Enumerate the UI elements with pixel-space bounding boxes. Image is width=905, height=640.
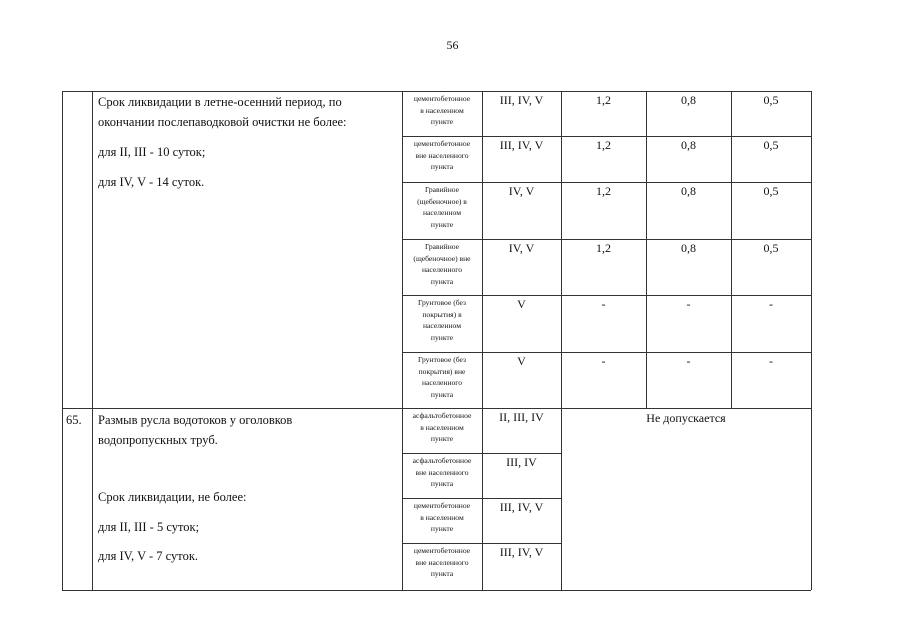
row-divider [402,295,811,296]
road-class: IV, V [508,184,535,198]
row-divider [402,136,811,137]
surface-type-line: асфальтобетонное [412,411,472,420]
value-2: - [686,297,691,311]
surface-type-line: в населенном [420,422,464,432]
merged-value: Не допускается [646,411,726,425]
surface-type [402,410,482,445]
block1-text-line: для II, III - 10 суток; [98,145,206,159]
surface-type-line: населенного [421,265,463,274]
value-2: 0,8 [681,241,696,255]
surface-type-line: пункта [430,569,454,578]
surface-type [402,500,482,535]
surface-type-line: пункте [430,219,454,229]
surface-type-line: вне населенного [415,150,469,160]
road-class: V [517,297,526,311]
surface-type-line: пункта [430,479,454,488]
road-class: III, IV, V [499,500,544,514]
value-1: 1,2 [596,93,611,107]
value-3: 0,5 [763,241,779,255]
block1-text-line: для IV, V - 14 суток. [98,175,205,189]
table-bottom-border [62,590,811,591]
surface-type [402,354,482,400]
block2-text-line: для IV, V - 7 суток. [98,549,199,563]
value-1: 1,2 [596,138,611,152]
row-divider [402,352,811,353]
surface-type-line: пункта [430,162,454,171]
road-class: II, III, IV [499,410,544,424]
surface-type-line: Грунтовое (без [418,298,466,307]
surface-type-line: пункте [430,332,454,342]
surface-type [402,297,482,343]
value-3: 0,5 [763,184,779,198]
block1-text-line: Срок ликвидации в летне-осенний период, по [98,95,342,109]
surface-type-line: Гравийное [424,185,460,194]
road-class: IV, V [508,241,535,255]
value-3: - [769,297,773,311]
value-2: 0,8 [681,138,696,152]
surface-type-line: пункте [430,524,454,533]
road-class: III, IV, V [499,138,544,152]
surface-type-line: населенном [422,321,461,330]
road-class: III, IV, V [499,93,544,107]
surface-type [402,138,482,173]
value-1: - [601,354,606,368]
surface-type-line: вне населенного [415,467,469,477]
surface-type-line: в населенном [420,105,464,115]
surface-type-line: пункте [430,434,454,443]
col-border [62,91,63,590]
value-1: 1,2 [596,241,611,255]
col-border [561,91,562,590]
value-1: - [601,297,606,311]
col-border [92,91,93,590]
surface-type-line: покрытия) в [422,309,462,319]
block2-text-line: Размыв русла водотоков у оголовков [98,413,293,427]
surface-type-line: (щебеночное) в [417,196,467,206]
value-2: 0,8 [681,184,696,198]
row-divider [402,182,811,183]
value-3: 0,5 [763,138,779,152]
surface-type-line: в населенном [420,512,464,522]
col-border [482,91,483,590]
row-divider [402,239,811,240]
value-3: 0,5 [763,93,779,107]
value-2: - [686,354,691,368]
value-3: - [769,354,773,368]
road-class: III, IV, V [499,545,544,559]
surface-type [402,241,482,287]
col-border [811,91,812,590]
block1-text-line: окончании послепаводковой очистки не более: [98,115,347,129]
surface-type-line: (щебеночное) вне [413,253,471,263]
surface-type-line: пункта [430,389,454,399]
surface-type-line: пункте [430,117,454,126]
value-1: 1,2 [596,184,611,198]
block-divider [62,408,811,409]
surface-type-line: Грунтовое (без [418,355,466,364]
road-class: III, IV [506,455,537,469]
surface-type-line: цементобетонное [413,501,471,510]
surface-type-line: цементобетонное [413,139,471,148]
surface-type-line: населенном [422,208,461,217]
page-number: 56 [446,38,459,52]
block2-text-line: водопропускных труб. [98,433,218,447]
surface-type-line: населенного [421,378,463,387]
surface-type [402,184,482,230]
surface-type-line: покрытия) вне [418,366,466,376]
surface-type-line: асфальтобетонное [412,456,472,465]
surface-type [402,545,482,580]
surface-type-line: пункта [430,276,454,286]
surface-type-line: цементобетонное [413,94,471,103]
value-2: 0,8 [681,93,696,107]
road-class: V [517,354,526,368]
block2-text-line: для II, III - 5 суток; [98,520,200,534]
block2-text-line: Срок ликвидации, не более: [98,490,247,504]
surface-type [402,455,482,490]
surface-type-line: Гравийное [424,242,460,251]
row-number: 65. [66,413,82,427]
surface-type [402,93,482,128]
surface-type-line: цементобетонное [413,546,471,555]
surface-type-line: вне населенного [415,557,469,567]
